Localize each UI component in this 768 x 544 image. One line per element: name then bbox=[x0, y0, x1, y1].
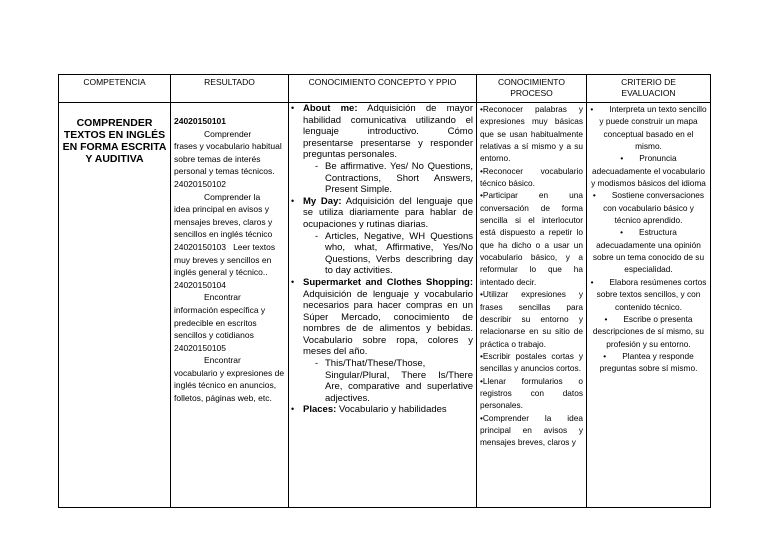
topic-title: Supermarket and Clothes Shopping: bbox=[303, 276, 473, 288]
conocimiento-cell bbox=[289, 103, 477, 508]
resultado-code-2: 24020150102 bbox=[174, 178, 227, 189]
resultado-text-2b: idea principal en avisos y mensajes breves, claros y sencillos en inglés técnico bbox=[174, 204, 273, 240]
proceso-item: •Llenar formularios o registros con datos personales. bbox=[480, 375, 583, 411]
header-proceso: CONOCIMIENTO PROCESO bbox=[477, 75, 587, 103]
content-row bbox=[59, 103, 711, 508]
resultado-text-5b: vocabulario y expresiones de inglés técnico en anuncios, folletos, páginas web, etc. bbox=[174, 367, 285, 404]
topic-about-me bbox=[303, 103, 473, 161]
resultado-code-4: 24020150104 bbox=[174, 279, 227, 290]
proceso-item: •Escribir postales cortas y sencillas y anuncios cortos. bbox=[480, 350, 583, 374]
header-conocimiento: CONOCIMIENTO CONCEPTO Y PPIO bbox=[289, 75, 477, 103]
topic-text: Adquisición del lenguaje que se utiliza diariamente para hablar de ocupaciones y rutinas diarias. bbox=[303, 195, 473, 230]
resultado-text-4a: Encontrar bbox=[204, 292, 241, 303]
competencia-cell: COMPRENDER TEXTOS EN INGLÉS EN FORMA ESCRITA Y AUDITIVA bbox=[59, 103, 171, 508]
proceso-cell bbox=[477, 103, 587, 508]
criterio-item: • Elabora resúmenes cortos sobre textos sencillos, y con contenido técnico. bbox=[590, 276, 707, 313]
proceso-item: •Comprender la idea principal en avisos y mensajes breves, claros y bbox=[480, 412, 583, 448]
header-criterio: CRITERIO DE EVALUACION bbox=[587, 75, 711, 103]
resultado-text-4b: información específica y predecible en escritos sencillos y cotidianos bbox=[174, 304, 266, 341]
criterio-item: • Pronuncia adecuadamente el vocabulario y modismos básicos del idioma bbox=[590, 152, 707, 189]
header-competencia: COMPETENCIA bbox=[59, 75, 171, 103]
topic-my-day bbox=[303, 196, 473, 231]
topic-text: Vocabulario y habilidades bbox=[336, 404, 447, 416]
curriculum-table bbox=[58, 74, 711, 508]
proceso-item: •Reconocer vocabulario técnico básico. bbox=[480, 165, 583, 189]
topic-title: My Day: bbox=[303, 195, 342, 207]
proceso-item: •Utilizar expresiones y frases sencillas para describir su entorno y relacionarse en su sitio de práctica o trabajo. bbox=[480, 289, 583, 349]
proceso-item: •Reconocer palabras y expresiones muy básicas que se usan habitualmente relativas a sí mismo y a su entorno. bbox=[480, 104, 583, 164]
criterio-item: • Plantea y responde preguntas sobre sí mismo. bbox=[590, 350, 707, 375]
resultado-text-5a: Encontrar bbox=[204, 355, 241, 366]
resultado-text-1b: frases y vocabulario habitual sobre temas de interés personal y temas técnicos. bbox=[174, 141, 282, 177]
topic-shopping bbox=[303, 277, 473, 358]
resultado-text-1a: Comprender bbox=[204, 128, 252, 139]
topic-subitem: - Articles, Negative, WH Questions who, what, Affirmative, Yes/No Questions, Verbs describring day to day activities. bbox=[303, 231, 473, 277]
resultado-cell bbox=[171, 103, 289, 508]
resultado-code-5: 24020150105 bbox=[174, 342, 227, 353]
resultado-code-3: 24020150103 Leer textos muy breves y sencillos en inglés general y técnico.. bbox=[174, 241, 278, 278]
criterio-item: • Interpreta un texto sencillo y puede construir un mapa conceptual basado en el mismo. bbox=[590, 103, 707, 152]
resultado-text-2a: Comprender la bbox=[204, 191, 261, 202]
topic-subitem: - Be affirmative. Yes/ No Questions, Contractions, Short Answers, Present Simple. bbox=[303, 161, 473, 196]
topic-places bbox=[303, 404, 473, 416]
topic-text: Adquisición de mayor habilidad comunicativa utilizando el lenguaje introductivo. Cómo presentarse presentarse y responder preguntas personales. bbox=[303, 103, 473, 161]
proceso-item: •Participar en una conversación de forma sencilla si el interlocutor está dispuesto a repetir lo que ha dicho o a usar un vocabulario básico, y a reformular lo que ha intentado decir. bbox=[480, 190, 583, 287]
criterio-item: • Sostiene conversaciones con vocabulario básico y técnico aprendido. bbox=[590, 189, 707, 226]
criterio-cell bbox=[587, 103, 711, 508]
criterio-item: • Escribe o presenta descripciones de sí mismo, su profesión y su entorno. bbox=[590, 313, 707, 350]
topic-title: Places: bbox=[303, 404, 337, 416]
resultado-code-1: 24020150101 bbox=[174, 116, 227, 126]
header-row bbox=[59, 75, 711, 103]
criterio-item: • Estructura adecuadamente una opinión sobre un tema conocido de su especialidad. bbox=[590, 226, 707, 275]
topic-title: About me: bbox=[303, 103, 358, 114]
header-resultado: RESULTADO bbox=[171, 75, 289, 103]
topic-subitem: - This/That/These/Those, Singular/Plural, There Is/There Are, comparative and superlative adjectives. bbox=[303, 358, 473, 404]
topic-text: Adquisición de lenguaje y vocabulario necesarios para hacer compras en un Súper Mercado, conocimiento de nombres de de alimentos y bebidas. Vocabulario sobre ropa, colores y meses del año. bbox=[303, 288, 473, 358]
